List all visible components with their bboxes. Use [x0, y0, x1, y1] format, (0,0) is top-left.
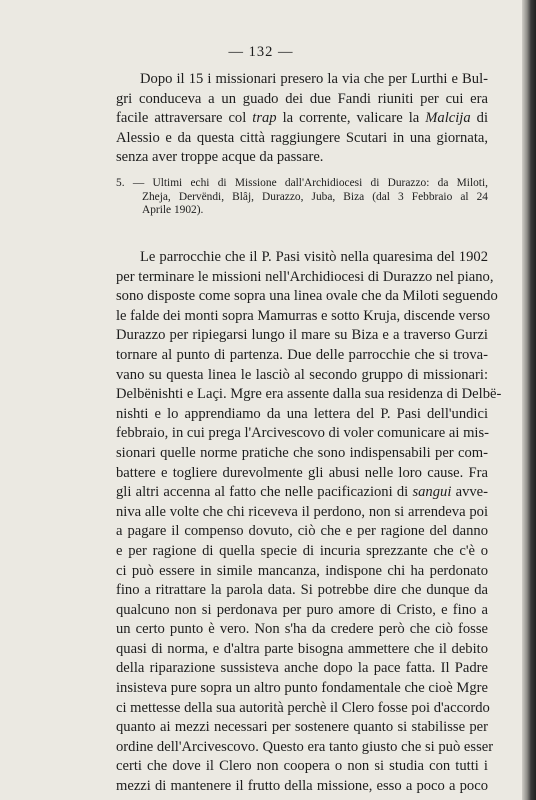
text-line: battere e togliere durevolmente gli abusi nelle loro cause. Fra	[116, 464, 488, 481]
paragraph-2	[116, 248, 502, 797]
text-line: ci mettesse della sua autorità perchè il Clero fosse poi d'accordo	[116, 699, 490, 716]
text-line: nishti e lo apprendiamo da una lettera del P. Pasi dell'undici	[116, 405, 488, 422]
text-line: un certo punto è vero. Non s'ha da credere però che ciò fosse	[116, 621, 488, 638]
text-line: gli altri accenna al fatto che nelle pacificazioni di sangui avve-	[116, 484, 489, 501]
text-line: fino a ritrattare la parola data. Si potrebbe dire che dunque da	[116, 582, 488, 599]
text-line: qualcuno non si perdonava per puro amore di Cristo, e fino a	[116, 601, 488, 618]
text-line: le falde dei monti sopra Mamurras e sotto Kruja, discende verso	[116, 307, 491, 324]
text-line: per terminare le missioni nell'Archidiocesi di Durazzo nel piano,	[116, 268, 494, 285]
text-line: Durazzo per ripiegarsi lungo il mare su Biza e a traverso Gurzi	[116, 327, 488, 344]
text-line: ordine dell'Arcivescovo. Questo era tanto giusto che si può esser	[116, 738, 494, 755]
text-line: febbraio, in cui prega l'Arcivescovo di voler comunicare ai mis-	[116, 425, 490, 442]
page-number: — 132 —	[228, 44, 294, 60]
text-line: gri conduceva a un guado dei due Fandi riuniti per cui era	[116, 90, 488, 107]
text-line: quasi di norma, e d'altra parte bisogna ammettere che il debito	[116, 640, 488, 657]
text-line: niva alle volte che chi riceveva il perdono, non si arrendeva poi	[116, 503, 488, 520]
page-edge-shadow	[522, 0, 536, 800]
text-line: vano su questa linea le lasciò al secondo gruppo di missionari:	[116, 366, 488, 383]
heading-line: Zheja, Dervëndi, Blâj, Durazzo, Juba, Biza (dal 3 Febbraio al 24	[142, 190, 488, 203]
text-line: della riparazione sussisteva anche dopo la pace fatta. Il Padre	[116, 660, 488, 677]
text-line: ci può essere in simile mancanza, indispone chi ha perdonato	[116, 562, 488, 579]
text-line: a pagare il compenso dovuto, ciò che e per ragione del danno	[116, 523, 488, 540]
text-line: e per ragione di quella specie di incuria sprezzante che c'è o	[116, 542, 488, 559]
text-line: Dopo il 15 i missionari presero la via che per Lurthi e Bul-	[140, 71, 488, 87]
paragraph-1	[116, 70, 488, 168]
text-line: tornare al punto di partenza. Due delle parrocchie che si trova-	[116, 346, 488, 363]
text-line: Delbënishti e Laçi. Mgre era assente dalla sua residenza di Delbë-	[116, 386, 502, 403]
text-line: senza aver troppe acque da passare.	[116, 149, 324, 166]
text-line: facile attraversare col trap la corrente, valicare la Malcija di	[116, 110, 488, 127]
section-heading	[116, 177, 488, 218]
text-line: Alessio e da questa città raggiungere Scutari in una giornata,	[116, 129, 488, 146]
text-line: insisteva pure sopra un altro punto fondamentale che cioè Mgre	[116, 680, 488, 697]
text-line: sono disposte come sopra una linea ovale che da Miloti seguendo	[116, 288, 498, 305]
text-line: Le parrocchie che il P. Pasi visitò nella quaresima del 1902	[140, 249, 488, 265]
text-line: certi che dove il Clero non coopera o non si studia con tutti i	[116, 758, 488, 775]
heading-line: Aprile 1902).	[142, 204, 204, 216]
text-line: quanto ai mezzi necessari per sostenere quanto si stabilisse per	[116, 719, 488, 736]
heading-line: 5. — Ultimi echi di Missione dall'Archidiocesi di Durazzo: da Miloti,	[116, 177, 488, 189]
text-line: mezzi di mantenere il frutto della missione, esso a poco a poco	[116, 778, 488, 795]
text-line: sionari quelle norme pratiche che sono indispensabili per com-	[116, 444, 488, 461]
